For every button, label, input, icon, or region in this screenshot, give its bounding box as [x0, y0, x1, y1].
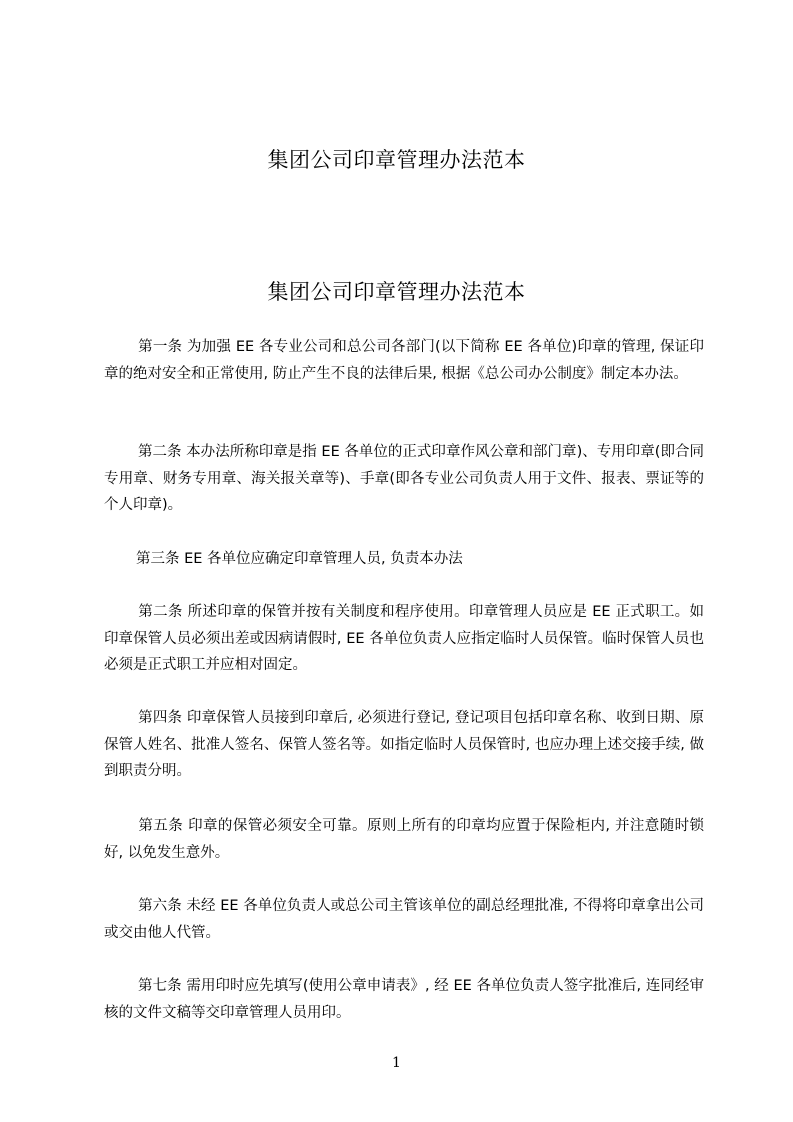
article-paragraph: 第五条 印章的保管必须安全可靠。原则上所有的印章均应置于保险柜内, 并注意随时锁好, 以免发生意外。 — [104, 818, 704, 861]
article-paragraph: 第二条 本办法所称印章是指 EE 各单位的正式印章作风公章和部门章)、专用印章(即合同专用章、财务专用章、海关报关章等)、手章(即各专业公司负责人用于文件、报表、票证等的个人印章)。 — [104, 444, 704, 513]
cover-title: 集团公司印章管理办法范本 — [267, 148, 526, 172]
article-paragraph: 第六条 未经 EE 各单位负责人或总公司主管该单位的副总经理批准, 不得将印章拿出公司或交由他人代管。 — [104, 898, 704, 941]
document-heading: 集团公司印章管理办法范本 — [267, 280, 526, 304]
article-paragraph: 第三条 EE 各单位应确定印章管理人员, 负责本办法 — [136, 551, 463, 567]
article-paragraph: 第一条 为加强 EE 各专业公司和总公司各部门(以下简称 EE 各单位)印章的管理, 保证印章的绝对安全和正常使用, 防止产生不良的法律后果, 根据《总公司办公制度》制定本办法。 — [104, 339, 704, 382]
article-paragraph: 第四条 印章保管人员接到印章后, 必须进行登记, 登记项目包括印章名称、收到日期、原保管人姓名、批准人签名、保管人签名等。如指定临时人员保管时, 也应办理上述交接手续, 做到职责分明。 — [104, 710, 704, 779]
article-paragraph: 第七条 需用印时应先填写(使用公章申请表》, 经 EE 各单位负责人签字批准后, 连同经审核的文件文稿等交印章管理人员用印。 — [104, 978, 704, 1021]
page-number: 1 — [392, 1055, 401, 1071]
article-paragraph: 第二条 所述印章的保管并按有关制度和程序使用。印章管理人员应是 EE 正式职工。如印章保管人员必须出差或因病请假时, EE 各单位负责人应指定临时人员保管。临时保管人员也必须是正式职工并应相对固定。 — [104, 604, 704, 673]
